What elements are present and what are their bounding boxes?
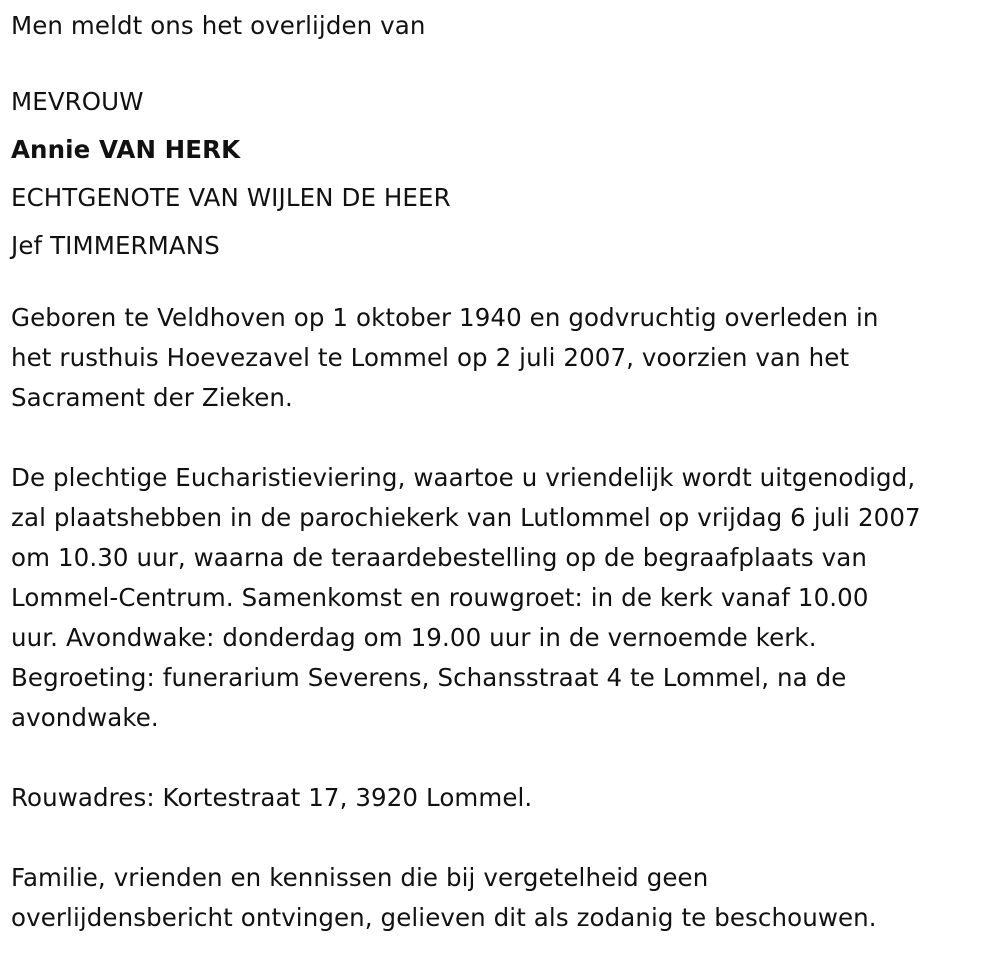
closing-line: Familie, vrienden en kennissen die bij vergetelheid geen: [11, 863, 709, 892]
birth-death-line: Geboren te Veldhoven op 1 oktober 1940 en godvruchtig overleden in: [11, 303, 879, 332]
intro-line: Men meldt ons het overlijden van: [11, 11, 426, 40]
ceremony-line: avondwake.: [11, 703, 159, 732]
ceremony-paragraph: [11, 458, 991, 738]
ceremony-line: om 10.30 uur, waarna de teraardebestelling op de begraafplaats van: [11, 543, 867, 572]
birth-death-paragraph: [11, 298, 991, 418]
obituary-notice: [11, 6, 991, 938]
birth-death-line: Sacrament der Zieken.: [11, 383, 293, 412]
birth-death-line: het rusthuis Hoevezavel te Lommel op 2 juli 2007, voorzien van het: [11, 343, 850, 372]
ceremony-line: De plechtige Eucharistieviering, waartoe u vriendelijk wordt uitgenodigd,: [11, 463, 916, 492]
ceremony-line: Begroeting: funerarium Severens, Schansstraat 4 te Lommel, na de: [11, 663, 847, 692]
closing-line: overlijdensbericht ontvingen, gelieven dit als zodanig te beschouwen.: [11, 903, 877, 932]
ceremony-line: uur. Avondwake: donderdag om 19.00 uur in de vernoemde kerk.: [11, 623, 817, 652]
address-line: Rouwadres: Kortestraat 17, 3920 Lommel.: [11, 783, 533, 812]
ceremony-line: Lommel-Centrum. Samenkomst en rouwgroet: in de kerk vanaf 10.00: [11, 583, 869, 612]
deceased-name: Annie VAN HERK: [11, 135, 241, 164]
deceased-header: [11, 78, 991, 270]
ceremony-line: zal plaatshebben in de parochiekerk van Lutlommel op vrijdag 6 juli 2007: [11, 503, 921, 532]
title-line: MEVROUW: [11, 87, 144, 116]
relation-line: ECHTGENOTE VAN WIJLEN DE HEER: [11, 183, 451, 212]
spouse-name: Jef TIMMERMANS: [11, 231, 220, 260]
address-paragraph: [11, 778, 991, 818]
closing-paragraph: [11, 858, 991, 938]
